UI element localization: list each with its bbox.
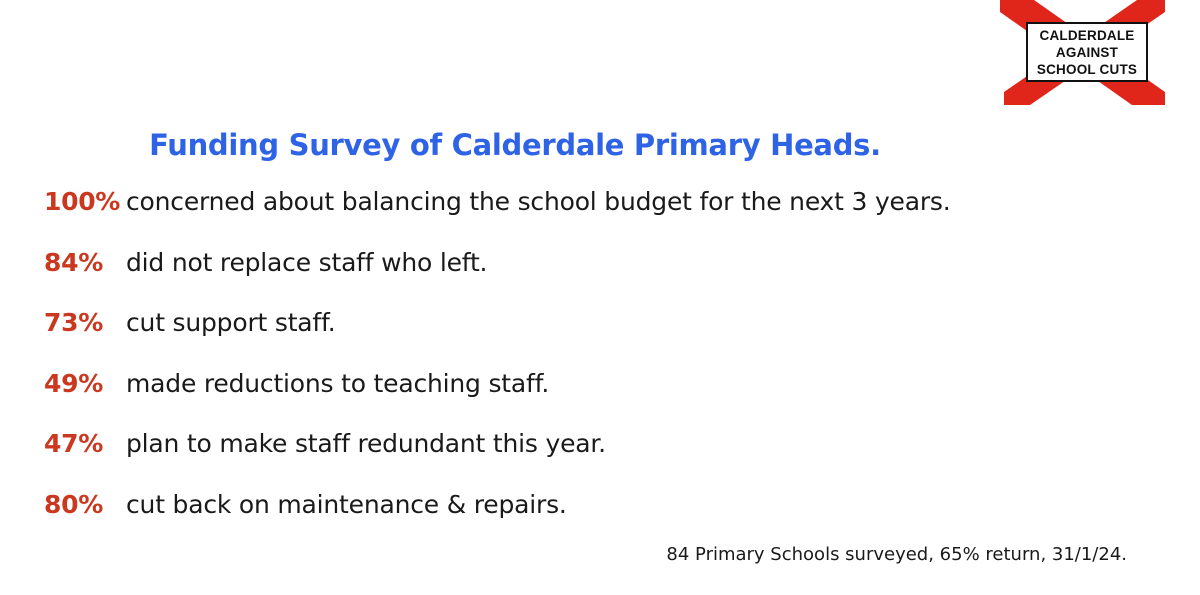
stat-percent: 49% xyxy=(44,368,103,398)
page-title: Funding Survey of Calderdale Primary Heads. xyxy=(149,128,881,162)
campaign-logo xyxy=(1000,0,1165,105)
stat-row xyxy=(44,414,951,475)
stat-text: made reductions to teaching staff. xyxy=(126,368,550,398)
stat-percent: 80% xyxy=(44,489,103,519)
stat-text: cut support staff. xyxy=(126,308,336,338)
stat-row xyxy=(44,354,951,415)
logo-line-3: SCHOOL CUTS xyxy=(1036,61,1138,77)
stat-text: concerned about balancing the school budget for the next 3 years. xyxy=(126,187,951,217)
stat-text: plan to make staff redundant this year. xyxy=(126,429,606,459)
stat-row xyxy=(44,233,951,294)
survey-footnote: 84 Primary Schools surveyed, 65% return, 31/1/24. xyxy=(666,544,1127,565)
stat-row xyxy=(44,293,951,354)
stat-percent: 47% xyxy=(44,429,103,459)
survey-results-list xyxy=(44,172,951,535)
stat-text: did not replace staff who left. xyxy=(126,247,488,277)
logo-line-1: CALDERDALE xyxy=(1039,27,1135,43)
stat-row xyxy=(44,475,951,536)
stat-percent: 100% xyxy=(44,187,121,217)
logo-text-box xyxy=(1026,22,1148,82)
stat-row xyxy=(44,172,951,233)
stat-text: cut back on maintenance & repairs. xyxy=(126,489,567,519)
logo-line-2: AGAINST xyxy=(1055,44,1119,60)
stat-percent: 84% xyxy=(44,247,103,277)
stat-percent: 73% xyxy=(44,308,103,338)
